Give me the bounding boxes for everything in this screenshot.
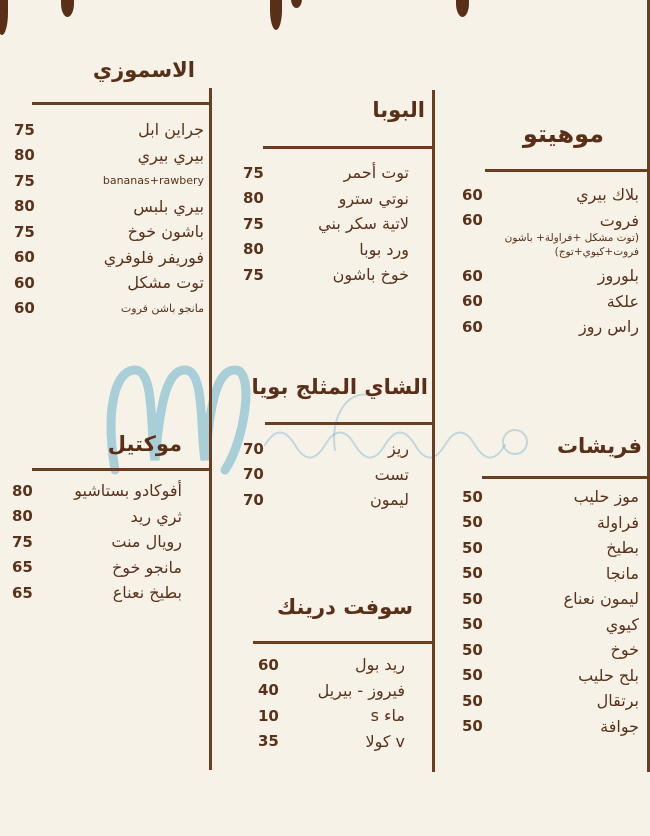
menu-item bbox=[12, 529, 182, 555]
menu-item bbox=[14, 168, 204, 194]
menu-item bbox=[462, 484, 639, 510]
menu-item bbox=[462, 535, 639, 561]
item-name: مانجو خوخ bbox=[111, 557, 182, 577]
item-price: 50 bbox=[462, 487, 483, 506]
menu-item bbox=[462, 263, 639, 289]
item-price: 75 bbox=[243, 163, 264, 182]
item-price: 60 bbox=[14, 273, 35, 292]
menu-item bbox=[243, 211, 409, 237]
menu-item bbox=[258, 652, 405, 678]
item-price: 50 bbox=[462, 589, 483, 608]
item-note: (توت مشكل +فراولة+ باشون فروت+كيوي+توج) bbox=[504, 232, 639, 258]
item-price: 10 bbox=[258, 706, 279, 725]
item-name: ورد بوبا bbox=[359, 239, 409, 259]
menu-item bbox=[462, 182, 639, 208]
item-list bbox=[258, 652, 405, 754]
item-price: 75 bbox=[243, 214, 264, 233]
item-name: نوتي سترو bbox=[338, 188, 409, 208]
section-divider bbox=[32, 102, 210, 105]
menu-item bbox=[462, 663, 639, 689]
menu-item bbox=[243, 186, 409, 212]
menu-item bbox=[462, 289, 639, 315]
item-price: 65 bbox=[12, 583, 33, 602]
menu-item bbox=[12, 478, 182, 504]
item-name: توت مشكل bbox=[127, 273, 204, 293]
menu-item bbox=[12, 504, 182, 530]
item-price: 60 bbox=[462, 211, 483, 230]
item-price: 75 bbox=[14, 171, 35, 190]
item-price: 75 bbox=[243, 265, 264, 284]
item-price: 80 bbox=[243, 189, 264, 208]
item-name: فيروز - بيريل bbox=[317, 680, 405, 700]
item-price: 75 bbox=[14, 120, 35, 139]
menu-item bbox=[14, 270, 204, 296]
item-name: بلح حليب bbox=[578, 665, 639, 685]
item-name: ليمون نعناع bbox=[563, 589, 639, 609]
item-list bbox=[462, 182, 639, 340]
item-name: خوخ باشون bbox=[332, 265, 409, 285]
menu-item bbox=[462, 714, 639, 740]
item-name: جوافة bbox=[600, 716, 639, 736]
item-list bbox=[12, 478, 182, 606]
menu-item bbox=[462, 561, 639, 587]
item-list bbox=[462, 484, 639, 739]
item-price: 50 bbox=[462, 640, 483, 659]
section-divider bbox=[263, 146, 433, 149]
menu-item bbox=[243, 462, 409, 488]
item-price: 80 bbox=[14, 197, 35, 216]
item-price: 50 bbox=[462, 615, 483, 634]
section-divider bbox=[482, 476, 647, 479]
menu-item bbox=[462, 688, 639, 714]
section-title: موهيتو bbox=[522, 120, 604, 148]
item-price: 50 bbox=[462, 513, 483, 532]
item-name: ريز bbox=[387, 439, 409, 459]
item-price: 50 bbox=[462, 564, 483, 583]
menu-item bbox=[12, 580, 182, 606]
item-price: 70 bbox=[243, 439, 264, 458]
menu-item bbox=[258, 703, 405, 729]
menu-item bbox=[462, 586, 639, 612]
section-divider bbox=[253, 641, 433, 644]
item-name: ليمون bbox=[370, 490, 409, 510]
menu-item bbox=[462, 314, 639, 340]
item-price: 80 bbox=[14, 146, 35, 165]
item-name: علكة bbox=[606, 291, 639, 311]
item-price: 70 bbox=[243, 490, 264, 509]
item-name: ماء s bbox=[370, 706, 405, 726]
item-price: 75 bbox=[14, 222, 35, 241]
menu-item bbox=[14, 194, 204, 220]
item-price: 50 bbox=[462, 666, 483, 685]
item-price: 60 bbox=[14, 299, 35, 318]
item-price: 40 bbox=[258, 681, 279, 700]
section-divider bbox=[485, 169, 647, 172]
item-name: موز حليب bbox=[573, 487, 639, 507]
menu-item bbox=[14, 245, 204, 271]
menu-item bbox=[14, 296, 204, 322]
item-name: بلاك بيري bbox=[576, 185, 639, 205]
item-price: 50 bbox=[462, 717, 483, 736]
section-divider bbox=[32, 468, 210, 471]
section-title: سوفت درينك bbox=[277, 595, 413, 619]
item-name: مانجو باشن فروت bbox=[120, 301, 204, 315]
menu-item bbox=[14, 219, 204, 245]
item-name: بطيخ نعناع bbox=[112, 583, 182, 603]
menu-item bbox=[243, 436, 409, 462]
section-title: الاسموزي bbox=[92, 58, 195, 82]
menu-item bbox=[462, 637, 639, 663]
section-title: موكتيل bbox=[107, 432, 182, 456]
item-name: توت أحمر bbox=[343, 163, 409, 183]
section-divider bbox=[265, 422, 433, 425]
item-name: بيري بيري bbox=[137, 145, 204, 165]
item-name: ثري ريد bbox=[130, 506, 182, 526]
item-price: 65 bbox=[12, 558, 33, 577]
item-name: v كولا bbox=[365, 731, 405, 751]
item-list bbox=[243, 160, 409, 288]
item-price: 60 bbox=[258, 655, 279, 674]
item-price: 70 bbox=[243, 465, 264, 484]
menu-item bbox=[243, 237, 409, 263]
item-name: برتقال bbox=[596, 691, 639, 711]
item-price: 50 bbox=[462, 691, 483, 710]
item-price: 50 bbox=[462, 538, 483, 557]
item-price: 60 bbox=[462, 317, 483, 336]
item-name: مانجا bbox=[605, 563, 639, 583]
menu-item bbox=[462, 208, 639, 234]
item-name: راس روز bbox=[579, 317, 639, 337]
menu-item bbox=[462, 510, 639, 536]
item-name: فوريفر فلوفري bbox=[103, 247, 204, 267]
item-name: لاتية سكر بني bbox=[318, 214, 409, 234]
item-name: ريد بول bbox=[354, 655, 405, 675]
item-name: بيري بلبس bbox=[133, 196, 204, 216]
item-name: جراين ابل bbox=[138, 120, 204, 140]
item-price: 60 bbox=[462, 266, 483, 285]
menu-item bbox=[14, 117, 204, 143]
item-list bbox=[14, 117, 204, 321]
menu-item bbox=[14, 143, 204, 169]
item-price: 60 bbox=[462, 292, 483, 311]
item-name: بطيخ bbox=[606, 538, 639, 558]
item-price: 60 bbox=[462, 185, 483, 204]
menu-item bbox=[258, 729, 405, 755]
item-price: 60 bbox=[14, 248, 35, 267]
item-list bbox=[243, 436, 409, 513]
item-price: 80 bbox=[12, 507, 33, 526]
item-name: أفوكادو بستاشيو bbox=[74, 481, 182, 501]
item-price: 80 bbox=[243, 240, 264, 259]
item-name: فراولة bbox=[596, 512, 639, 532]
menu-item bbox=[243, 262, 409, 288]
item-name: bananas+rawbery bbox=[102, 174, 204, 188]
section-title: البوبا bbox=[372, 98, 425, 122]
item-name: كيوي bbox=[605, 614, 639, 634]
section-title: فريشات bbox=[556, 434, 642, 458]
item-price: 35 bbox=[258, 732, 279, 751]
item-price: 75 bbox=[12, 532, 33, 551]
item-name: خوخ bbox=[610, 640, 639, 660]
item-price: 80 bbox=[12, 481, 33, 500]
item-name: رويال منت bbox=[111, 532, 182, 552]
item-name: بلوروز bbox=[597, 266, 639, 286]
item-name: تست bbox=[374, 464, 409, 484]
item-name: فروت bbox=[599, 210, 639, 230]
menu-item bbox=[243, 160, 409, 186]
menu-item bbox=[258, 678, 405, 704]
section-title: الشاي المثلج بويا bbox=[251, 375, 428, 399]
menu-item bbox=[462, 612, 639, 638]
item-name: باشون خوخ bbox=[127, 222, 204, 242]
menu-item bbox=[12, 555, 182, 581]
menu-item bbox=[243, 487, 409, 513]
